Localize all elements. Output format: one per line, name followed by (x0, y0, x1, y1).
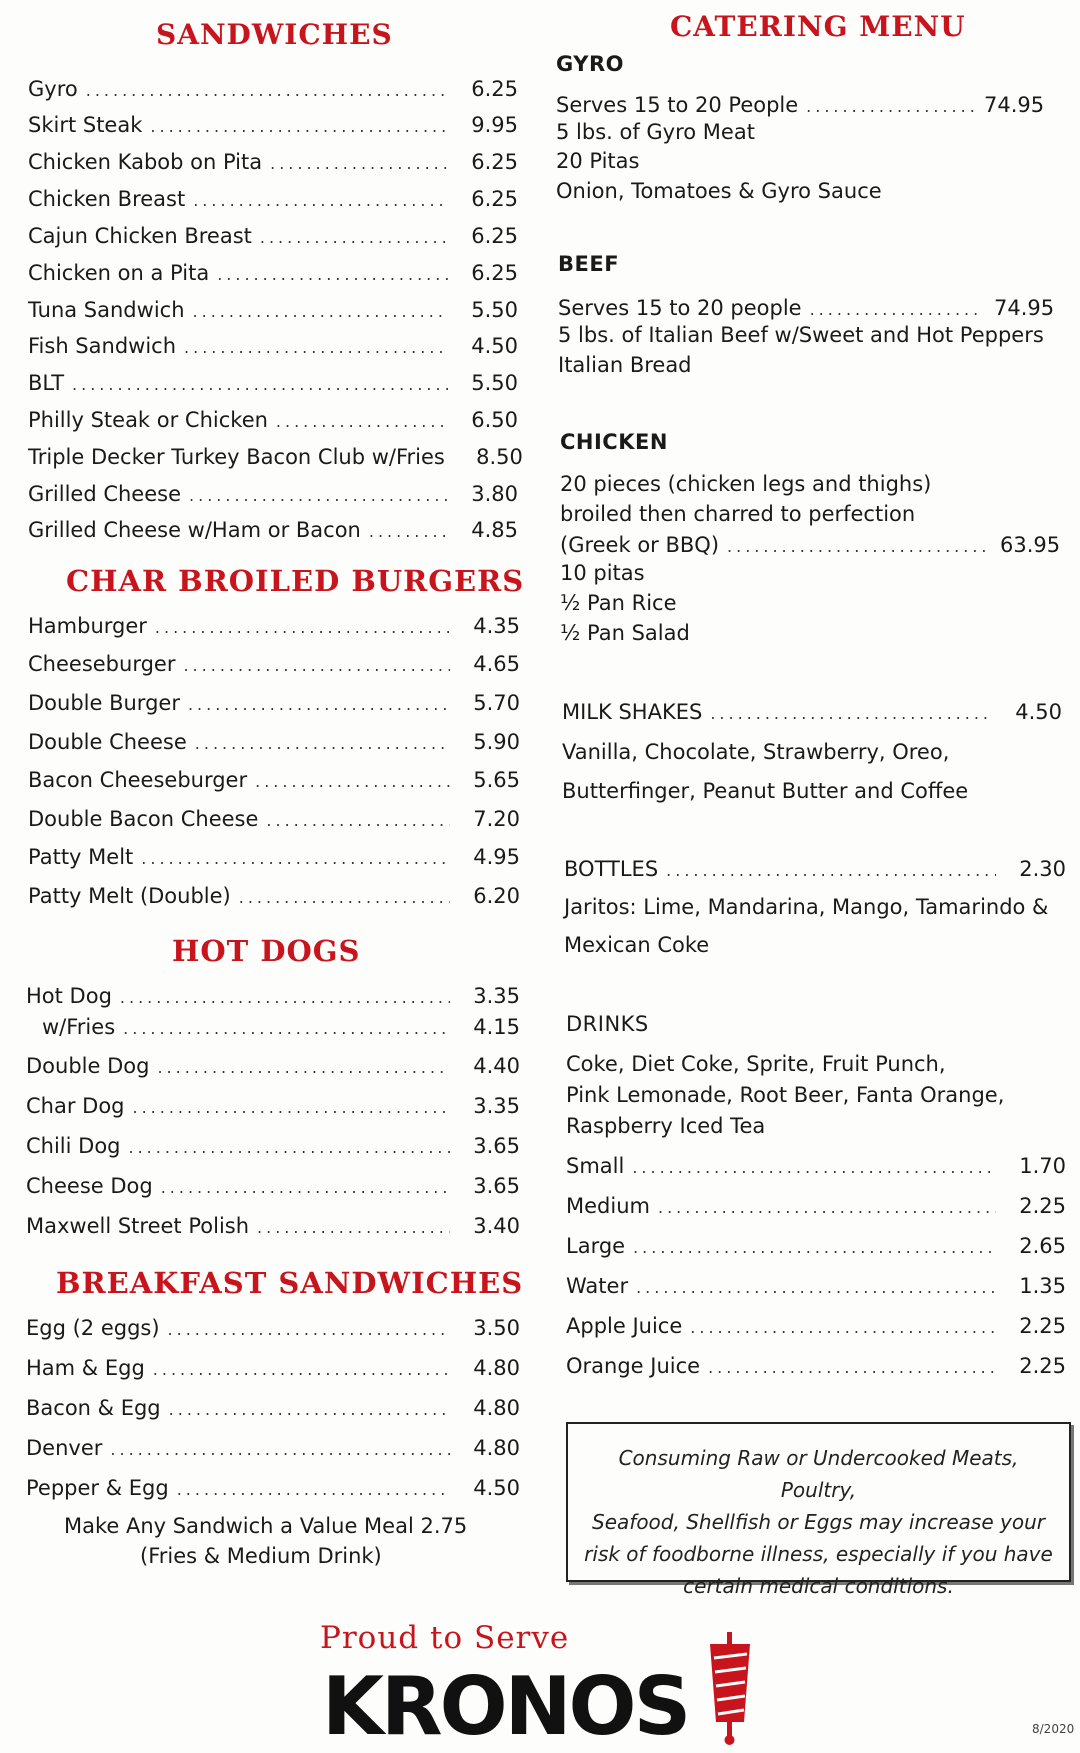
list-item: Hot Dog ..... 3.35 (26, 984, 520, 1008)
kronos-logo-text: KRONOS (322, 1660, 689, 1753)
revision-date: 8/2020 (1032, 1722, 1075, 1736)
list-item: Triple Decker Turkey Bacon Club w/Fries 8.50 (28, 445, 523, 469)
catering-chicken-line: broiled then charred to perfection (560, 502, 916, 526)
list-item: Double Bacon Cheese ..... 7.20 (28, 807, 520, 831)
list-item: Philly Steak or Chicken ..... 6.50 (28, 408, 518, 432)
list-item: Maxwell Street Polish ..... 3.40 (26, 1214, 520, 1238)
list-item: Double Dog ..... 4.40 (26, 1054, 520, 1078)
list-item: Chicken on a Pita ..... 6.25 (28, 261, 518, 285)
proud-to-serve-text: Proud to Serve (320, 1620, 570, 1656)
drinks-flavors: Raspberry Iced Tea (566, 1114, 766, 1138)
bottles-flavors: Mexican Coke (564, 933, 710, 957)
list-item: Grilled Cheese ..... 3.80 (28, 482, 518, 506)
bottles-flavors: Jaritos: Lime, Mandarina, Mango, Tamarindo & (564, 895, 1049, 919)
catering-beef-line: 5 lbs. of Italian Beef w/Sweet and Hot Peppers (558, 323, 1044, 347)
list-item: Bacon Cheeseburger ..... 5.65 (28, 768, 520, 792)
catering-chicken-line: ½ Pan Rice (560, 591, 677, 615)
list-item: Medium ..... 2.25 (566, 1194, 1066, 1218)
value-meal-note: (Fries & Medium Drink) (140, 1544, 382, 1568)
list-item: Chicken Kabob on Pita ..... 6.25 (28, 150, 518, 174)
list-item: Skirt Steak ..... 9.95 (28, 113, 518, 137)
list-item: Cheeseburger ..... 4.65 (28, 652, 520, 676)
warning-line: certain medical conditions. (683, 1574, 954, 1598)
list-item: Fish Sandwich ..... 4.50 (28, 334, 518, 358)
drinks-heading: DRINKS (566, 1012, 649, 1036)
food-safety-warning (566, 1422, 1071, 1598)
catering-gyro-line: Onion, Tomatoes & Gyro Sauce (556, 179, 882, 203)
milkshakes-row: MILK SHAKES ..... 4.50 (562, 700, 1062, 724)
list-item: w/Fries ..... 4.15 (42, 1015, 520, 1039)
catering-gyro-heading: GYRO (556, 52, 625, 76)
sandwiches-title: SANDWICHES (156, 18, 393, 51)
list-item: Orange Juice ..... 2.25 (566, 1354, 1066, 1378)
milkshakes-flavors: Butterfinger, Peanut Butter and Coffee (562, 779, 969, 803)
gyro-cone-icon (700, 1632, 760, 1747)
catering-chicken-price-line: (Greek or BBQ) ..... 63.95 (560, 533, 1060, 557)
warning-line: risk of foodborne illness, especially if you have (584, 1542, 1053, 1566)
list-item: Chicken Breast ..... 6.25 (28, 187, 518, 211)
list-item: Ham & Egg ..... 4.80 (26, 1356, 520, 1380)
drinks-flavors: Coke, Diet Coke, Sprite, Fruit Punch, (566, 1052, 946, 1076)
catering-chicken-heading: CHICKEN (560, 430, 668, 454)
warning-line: Consuming Raw or Undercooked Meats, Poultry, (618, 1446, 1019, 1502)
list-item: Chili Dog ..... 3.65 (26, 1134, 520, 1158)
catering-gyro-line: 5 lbs. of Gyro Meat (556, 120, 755, 144)
catering-title: CATERING MENU (670, 10, 966, 43)
list-item: Apple Juice ..... 2.25 (566, 1314, 1066, 1338)
catering-beef-line: Italian Bread (558, 353, 692, 377)
list-item: Hamburger ..... 4.35 (28, 614, 520, 638)
list-item: Gyro ..... 6.25 (28, 77, 518, 101)
list-item: Double Cheese ..... 5.90 (28, 730, 520, 754)
value-meal-line: Make Any Sandwich a Value Meal 2.75 (64, 1514, 468, 1538)
list-item: Large ..... 2.65 (566, 1234, 1066, 1258)
bottles-row: BOTTLES ..... 2.30 (564, 857, 1066, 881)
breakfast-title: BREAKFAST SANDWICHES (56, 1266, 524, 1300)
list-item: Cheese Dog ..... 3.65 (26, 1174, 520, 1198)
list-item: Grilled Cheese w/Ham or Bacon ..... 4.85 (28, 518, 518, 542)
list-item: Patty Melt (Double) ..... 6.20 (28, 884, 520, 908)
catering-beef-heading: BEEF (558, 252, 620, 276)
drinks-flavors: Pink Lemonade, Root Beer, Fanta Orange, (566, 1083, 1005, 1107)
list-item: Egg (2 eggs) ..... 3.50 (26, 1316, 520, 1340)
list-item: BLT ..... 5.50 (28, 371, 518, 395)
catering-chicken-line: 20 pieces (chicken legs and thighs) (560, 472, 932, 496)
catering-chicken-line: ½ Pan Salad (560, 621, 690, 645)
list-item: Patty Melt ..... 4.95 (28, 845, 520, 869)
list-item: Cajun Chicken Breast ..... 6.25 (28, 224, 518, 248)
catering-chicken-line: 10 pitas (560, 561, 645, 585)
hotdogs-title: HOT DOGS (172, 934, 361, 968)
list-item: Char Dog ..... 3.35 (26, 1094, 520, 1118)
catering-gyro-line: 20 Pitas (556, 149, 640, 173)
list-item: Water ..... 1.35 (566, 1274, 1066, 1298)
warning-line: Seafood, Shellfish or Eggs may increase your (592, 1510, 1045, 1534)
list-item: Pepper & Egg ..... 4.50 (26, 1476, 520, 1500)
list-item: Double Burger ..... 5.70 (28, 691, 520, 715)
catering-gyro-serves: Serves 15 to 20 People ..... 74.95 (556, 93, 1044, 117)
list-item: Tuna Sandwich ..... 5.50 (28, 298, 518, 322)
catering-beef-serves: Serves 15 to 20 people ..... 74.95 (558, 296, 1054, 320)
burgers-title: CHAR BROILED BURGERS (66, 564, 525, 598)
list-item: Small ..... 1.70 (566, 1154, 1066, 1178)
list-item: Bacon & Egg ..... 4.80 (26, 1396, 520, 1420)
list-item: Denver ..... 4.80 (26, 1436, 520, 1460)
milkshakes-flavors: Vanilla, Chocolate, Strawberry, Oreo, (562, 740, 950, 764)
